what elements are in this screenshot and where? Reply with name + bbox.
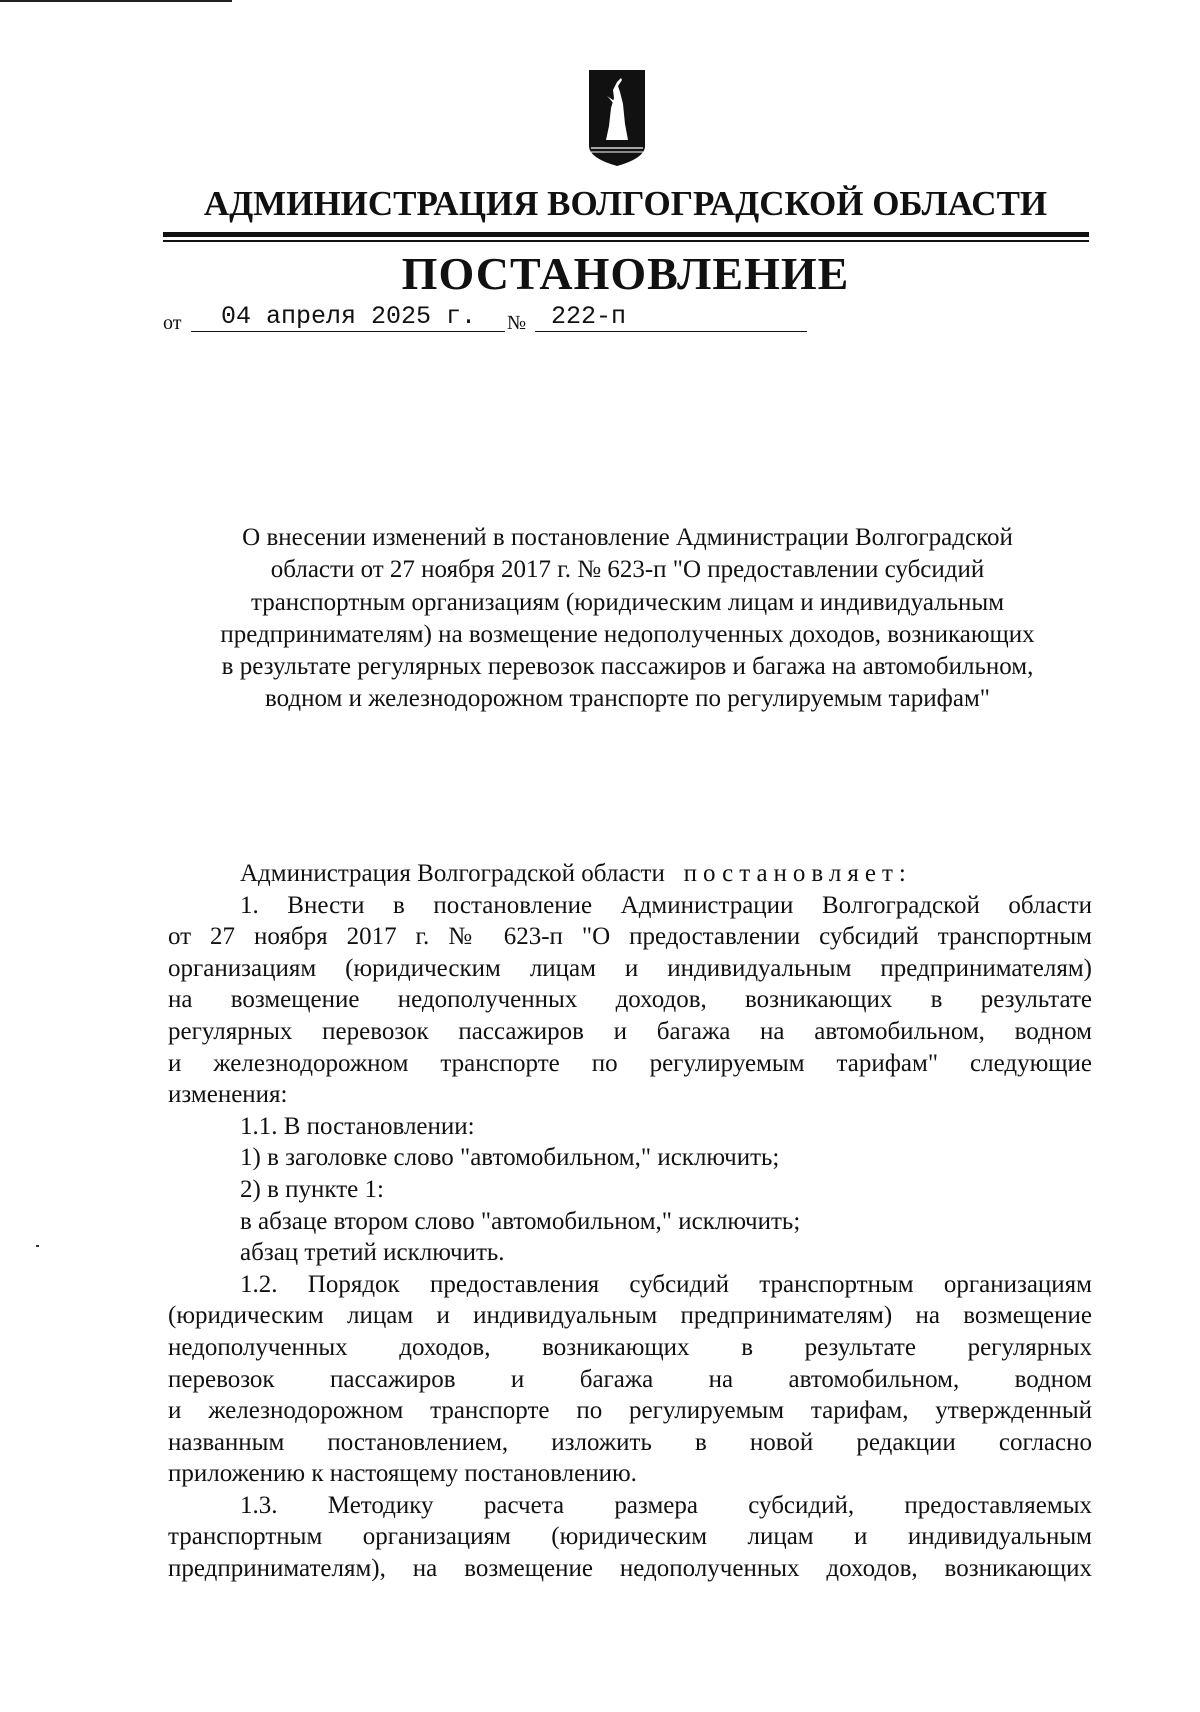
body-line: недополученных доходов, возникающих в результате регулярных	[168, 1333, 1092, 1361]
body-line: транспортным организациям (юридическим лицам и индивидуальным	[168, 1523, 1092, 1551]
document-body	[168, 858, 1092, 1585]
body-line: названным постановлением, изложить в новой редакции согласно	[168, 1428, 1092, 1456]
body-line: от 27 ноября 2017 г. № 623-п "О предоставлении субсидий транспортным	[168, 923, 1092, 951]
body-line: перевозок пассажиров и багажа на автомобильном, водном	[168, 1365, 1092, 1393]
header-rule-thin	[163, 240, 1089, 242]
body-line: приложению к настоящему постановлению.	[168, 1460, 637, 1488]
title-line: в результате регулярных перевозок пассажиров и багажа на автомобильном,	[221, 653, 1034, 681]
body-line: на возмещение недополученных доходов, возникающих в результате	[168, 986, 1092, 1014]
title-line: О внесении изменений в постановление Администрации Волгоградской	[242, 524, 1013, 551]
body-line: 1.1. В постановлении:	[240, 1112, 475, 1140]
body-line: и железнодорожном транспорте по регулируемым тарифам, утвержденный	[168, 1397, 1092, 1425]
date-label: от	[163, 312, 182, 334]
body-line: предпринимателям), на возмещение недополученных доходов, возникающих	[168, 1555, 1092, 1583]
body-line: 1.3. Методику расчета размера субсидий, предоставляемых	[240, 1491, 1092, 1519]
body-line: изменения:	[168, 1081, 288, 1109]
body-line: организациям (юридическим лицам и индивидуальным предпринимателям)	[168, 954, 1092, 982]
document-type: ПОСТАНОВЛЕНИЕ	[401, 248, 850, 299]
number-label: №	[507, 312, 527, 334]
body-line: 1. Внести в постановление Администрации Волгоградской области	[240, 891, 1092, 919]
header-rule-thick	[163, 232, 1089, 237]
preamble-prefix: Администрация Волгоградской области	[240, 860, 665, 887]
preamble-verb: постановляет:	[683, 860, 912, 887]
preamble	[168, 858, 1092, 890]
scan-speck	[36, 1245, 39, 1247]
body-line: 1.2. Порядок предоставления субсидий транспортным организациям	[240, 1270, 1092, 1298]
title-line: транспортным организациям (юридическим лицам и индивидуальным	[250, 588, 1005, 616]
scan-edge-mark	[0, 0, 232, 2]
title-line: области от 27 ноября 2017 г. № 623-п "О предоставлении субсидий	[270, 556, 985, 584]
number-value: 222-п	[535, 302, 807, 332]
document-title	[160, 522, 1095, 716]
body-line: 2) в пункте 1:	[240, 1175, 384, 1203]
title-line: предпринимателям) на возмещение недополученных доходов, возникающих	[220, 620, 1035, 648]
organization-name: АДМИНИСТРАЦИЯ ВОЛГОГРАДСКОЙ ОБЛАСТИ	[203, 184, 1048, 223]
date-value: 04 апреля 2025 г.	[191, 302, 505, 332]
body-line: и железнодорожном транспорте по регулируемым тарифам" следующие	[168, 1049, 1092, 1077]
body-line: в абзаце втором слово "автомобильном," исключить;	[240, 1207, 801, 1235]
body-line: 1) в заголовке слово "автомобильном," исключить;	[240, 1144, 780, 1172]
body-line: абзац третий исключить.	[240, 1239, 505, 1267]
title-line: водном и железнодорожном транспорте по регулируемым тарифам"	[264, 685, 991, 713]
body-line: (юридическим лицам и индивидуальным предпринимателям) на возмещение	[168, 1302, 1092, 1330]
coat-of-arms-icon	[587, 68, 647, 168]
body-line: регулярных перевозок пассажиров и багажа на автомобильном, водном	[168, 1017, 1092, 1045]
